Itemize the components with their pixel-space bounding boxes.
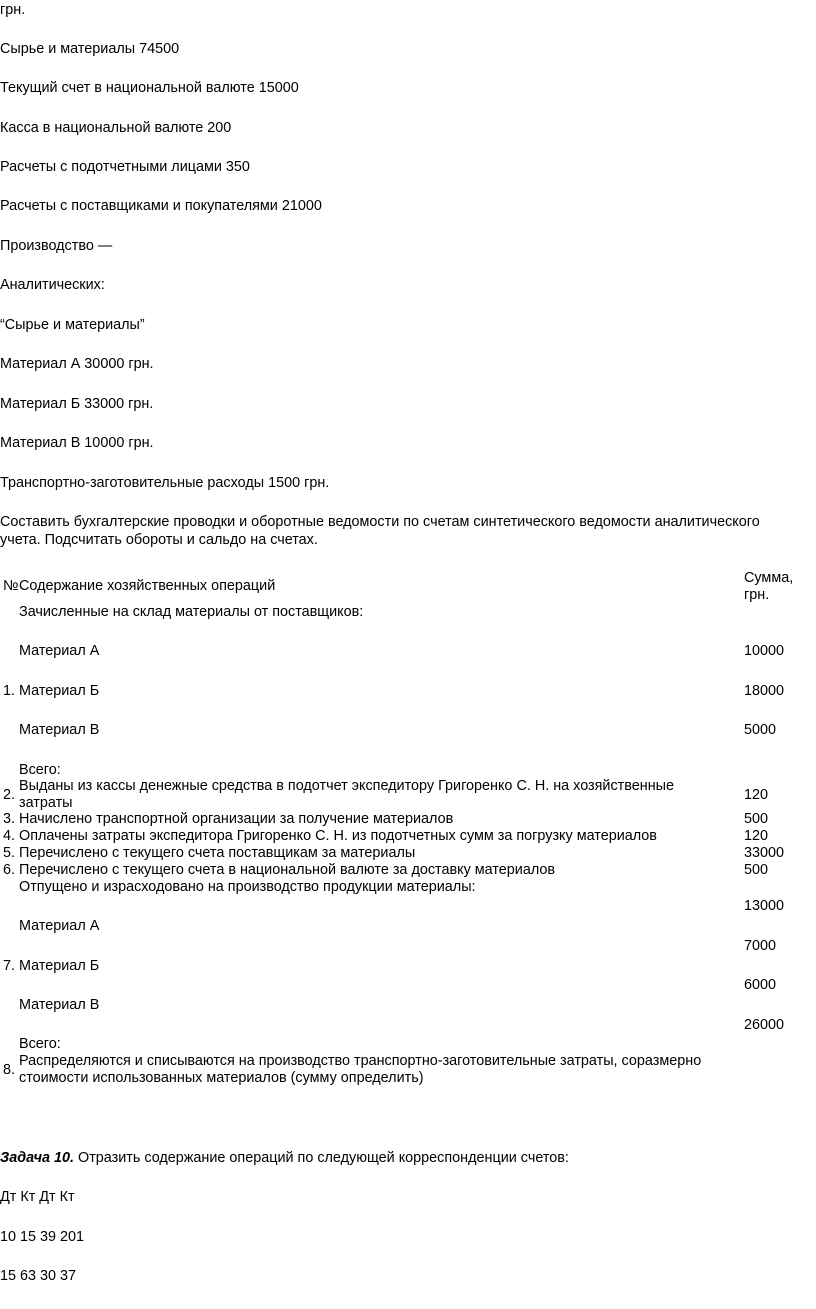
op5-number: 5. bbox=[3, 845, 16, 861]
op1-title: Зачисленные на склад материалы от поставщиков: bbox=[19, 604, 364, 620]
op8-text: стоимости использованных материалов (сумму определить) bbox=[19, 1070, 424, 1086]
text-line: Производство — bbox=[0, 238, 113, 254]
op6-sum: 500 bbox=[744, 862, 769, 878]
op3-text: Начислено транспортной организации за получение материалов bbox=[19, 811, 454, 827]
op7-sum: 6000 bbox=[744, 977, 777, 993]
text-line: грн. bbox=[0, 2, 26, 18]
op6-number: 6. bbox=[3, 862, 16, 878]
op7-sum: 7000 bbox=[744, 938, 777, 954]
op8-text: Распределяются и списываются на производство транспортно-заготовительные затраты, соразмерно bbox=[19, 1053, 702, 1069]
text-line: Материал Б 33000 грн. bbox=[0, 396, 154, 412]
text-line: Касса в национальной валюте 200 bbox=[0, 120, 232, 136]
op8-number: 8. bbox=[3, 1062, 16, 1078]
task10-line: Дт Кт Дт Кт bbox=[0, 1189, 75, 1205]
op7-material-b: Материал Б bbox=[19, 958, 100, 974]
op2-number: 2. bbox=[3, 787, 16, 803]
task10-text: Отразить содержание операций по следующей корреспонденции счетов: bbox=[74, 1150, 569, 1166]
table-header-number: № bbox=[3, 578, 19, 594]
op5-sum: 33000 bbox=[744, 845, 785, 861]
op2-text: затраты bbox=[19, 795, 73, 811]
text-line: “Сырье и материалы” bbox=[0, 317, 145, 333]
op1-material-v: Материал В bbox=[19, 722, 100, 738]
task10-heading bbox=[0, 1150, 569, 1167]
table-header-sum-unit: грн. bbox=[744, 587, 770, 603]
op4-sum: 120 bbox=[744, 828, 769, 844]
text-line: Материал В 10000 грн. bbox=[0, 435, 154, 451]
op3-number: 3. bbox=[3, 811, 16, 827]
op7-sum: 13000 bbox=[744, 898, 785, 914]
text-line: Текущий счет в национальной валюте 15000 bbox=[0, 80, 299, 96]
task-text-line: учета. Подсчитать обороты и сальдо на счетах. bbox=[0, 532, 318, 548]
op7-title: Отпущено и израсходовано на производство продукции материалы: bbox=[19, 879, 476, 895]
op1-material-b: Материал Б bbox=[19, 683, 100, 699]
op1-material-b-sum: 18000 bbox=[744, 683, 785, 699]
task10-line: 10 15 39 201 bbox=[0, 1229, 85, 1245]
task10-label: Задача 10. bbox=[0, 1150, 74, 1166]
task10-line: 15 63 30 37 bbox=[0, 1268, 77, 1284]
op1-material-v-sum: 5000 bbox=[744, 722, 777, 738]
op2-text: Выданы из кассы денежные средства в подотчет экспедитору Григоренко С. Н. на хозяйственные bbox=[19, 778, 674, 794]
table-header-sum: Сумма, bbox=[744, 570, 794, 586]
text-line: Расчеты с подотчетными лицами 350 bbox=[0, 159, 250, 175]
op3-sum: 500 bbox=[744, 811, 769, 827]
op2-sum: 120 bbox=[744, 787, 769, 803]
text-line: Транспортно-заготовительные расходы 1500 грн. bbox=[0, 475, 330, 491]
op1-number: 1. bbox=[3, 683, 16, 699]
text-line: Сырье и материалы 74500 bbox=[0, 41, 180, 57]
op7-material-v: Материал В bbox=[19, 997, 100, 1013]
op7-material-a: Материал А bbox=[19, 918, 100, 934]
table-header-content: Содержание хозяйственных операций bbox=[19, 578, 276, 594]
op7-number: 7. bbox=[3, 958, 16, 974]
op7-total: Всего: bbox=[19, 1036, 61, 1052]
op4-text: Оплачены затраты экспедитора Григоренко С. Н. из подотчетных сумм за погрузку материалов bbox=[19, 828, 657, 844]
op1-total: Всего: bbox=[19, 762, 61, 778]
text-line: Материал А 30000 грн. bbox=[0, 356, 154, 372]
op7-sum: 26000 bbox=[744, 1017, 785, 1033]
text-line: Расчеты с поставщиками и покупателями 21000 bbox=[0, 198, 322, 214]
op4-number: 4. bbox=[3, 828, 16, 844]
text-line: Аналитических: bbox=[0, 277, 105, 293]
op5-text: Перечислено с текущего счета поставщикам за материалы bbox=[19, 845, 416, 861]
op1-material-a: Материал А bbox=[19, 643, 100, 659]
task-text-line: Составить бухгалтерские проводки и оборотные ведомости по счетам синтетического ведомости аналитического bbox=[0, 514, 760, 530]
op6-text: Перечислено с текущего счета в национальной валюте за доставку материалов bbox=[19, 862, 556, 878]
op1-material-a-sum: 10000 bbox=[744, 643, 785, 659]
